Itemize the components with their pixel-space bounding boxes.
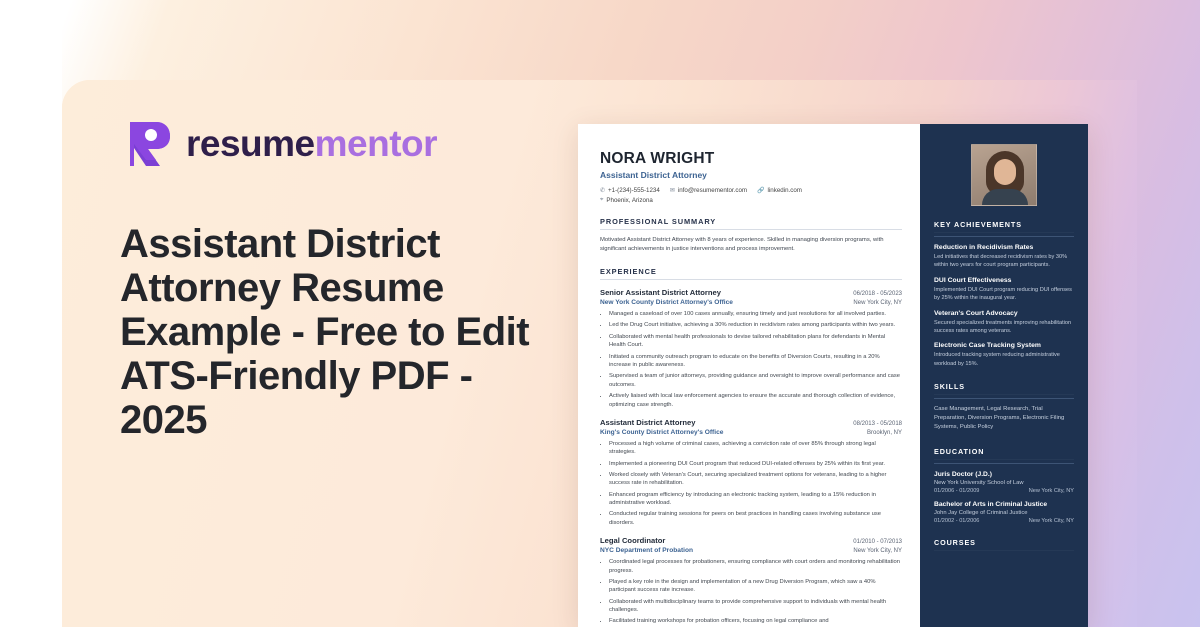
experience-bullet: • Supervised a team of junior attorneys, providing guidance and oversight to improve overall performance and case outcomes. bbox=[609, 372, 902, 389]
section-title-education: EDUCATION bbox=[934, 447, 1074, 460]
education-school: New York University School of Law bbox=[934, 479, 1024, 486]
contact-phone bbox=[600, 187, 660, 194]
experience-title: Senior Assistant District Attorney bbox=[600, 288, 721, 298]
experience-date: 08/2013 - 05/2018 bbox=[853, 420, 902, 427]
location-icon: ⌖ bbox=[600, 197, 604, 203]
resume-preview[interactable] bbox=[578, 124, 1088, 627]
experience-bullet: • Worked closely with Veteran's Court, securing specialized treatment options for veterans, leading to a higher success rate in rehabilitation. bbox=[609, 471, 902, 488]
experience-bullet: • Conducted regular training sessions for peers on best practices in handling cases involving substance use disorders. bbox=[609, 510, 902, 527]
achievement-desc: Implemented DUI Court program reducing DUI offenses by 25% within the inaugural year. bbox=[934, 286, 1072, 302]
experience-subheader bbox=[600, 547, 902, 554]
section-title-courses: COURSES bbox=[934, 538, 1074, 551]
achievement-desc: Introduced tracking system reducing administrative workload by 15%. bbox=[934, 352, 1060, 367]
education-meta bbox=[934, 518, 1074, 524]
education-date: 01/2006 - 01/2009 bbox=[934, 487, 980, 494]
experience-title: Assistant District Attorney bbox=[600, 417, 696, 427]
experience-location: Brooklyn, NY bbox=[866, 429, 902, 436]
contact-email-text: info@resumementor.com bbox=[677, 187, 748, 194]
experience-location: New York City, NY bbox=[853, 300, 902, 307]
education-degree: Bachelor of Arts in Criminal Justice bbox=[934, 500, 1048, 508]
contact-list-2 bbox=[600, 197, 902, 204]
achievement-item bbox=[934, 310, 1074, 336]
experience-date: 06/2018 - 05/2023 bbox=[853, 291, 902, 298]
contact-location bbox=[600, 197, 653, 204]
achievement-item bbox=[934, 277, 1074, 303]
skills-text: Case Management, Legal Research, Trial Preparation, Diversion Programs, Electronic Filing Systems, Public Policy bbox=[934, 406, 1065, 431]
contact-link-text: linkedin.com bbox=[767, 187, 802, 194]
resume-main-column bbox=[578, 124, 920, 627]
experience-bullets bbox=[609, 310, 902, 409]
experience-item bbox=[600, 536, 902, 626]
experience-bullets bbox=[609, 558, 902, 626]
contact-list bbox=[600, 187, 902, 194]
education-location: New York City, NY bbox=[1028, 487, 1074, 494]
education-school: John Jay College of Criminal Justice bbox=[934, 509, 1028, 516]
section-title-experience: EXPERIENCE bbox=[600, 267, 902, 280]
candidate-name: NORA WRIGHT bbox=[600, 150, 715, 167]
section-title-achievements: KEY ACHIEVEMENTS bbox=[934, 220, 1074, 233]
brand-logo[interactable] bbox=[126, 118, 437, 170]
experience-bullet: • Collaborated with mental health professionals to devise tailored rehabilitation plans for defendants in Mental Health Court. bbox=[609, 333, 902, 350]
section-title-skills: SKILLS bbox=[934, 382, 1074, 395]
experience-bullet: • Implemented a pioneering DUI Court program that reduced DUI-related offenses by 25% within its first year. bbox=[609, 460, 902, 469]
education-item bbox=[934, 501, 1074, 524]
experience-bullet: • Initiated a community outreach program to educate on the benefits of Diversion Courts, resulting in a 20% increase in public awareness. bbox=[609, 353, 902, 370]
resume-sidebar-column bbox=[920, 124, 1088, 627]
divider bbox=[934, 463, 1074, 464]
experience-org: King's County District Attorney's Office bbox=[600, 428, 724, 436]
experience-bullet: • Enhanced program efficiency by introducing an electronic tracking system, leading to a 15% reduction in administrative workload. bbox=[609, 491, 902, 508]
contact-link[interactable] bbox=[757, 187, 802, 194]
experience-header bbox=[600, 418, 902, 427]
contact-email bbox=[670, 187, 747, 194]
achievement-desc: Secured specialized treatments improving rehabilitation success rates among veterans. bbox=[934, 319, 1072, 334]
experience-org: New York County District Attorney's Office bbox=[600, 299, 733, 307]
candidate-role: Assistant District Attorney bbox=[600, 170, 707, 180]
experience-bullet: • Actively liaised with local law enforcement agencies to ensure the accurate and thorough collection of evidence, optimizing case strength. bbox=[609, 392, 902, 409]
experience-bullets bbox=[609, 440, 902, 528]
brand-name-part2: mentor bbox=[314, 123, 438, 164]
experience-subheader bbox=[600, 299, 902, 306]
profile-photo bbox=[971, 144, 1037, 206]
education-degree: Juris Doctor (J.D.) bbox=[934, 470, 992, 478]
page-title: Assistant District Attorney Resume Example - Free to Edit ATS-Friendly PDF - 2025 bbox=[120, 222, 530, 442]
achievement-title: Reduction in Recidivism Rates bbox=[934, 244, 1034, 251]
experience-bullet: • Led the Drug Court initiative, achieving a 30% reduction in recidivism rates among participants within two years. bbox=[609, 321, 902, 330]
resumementor-logo-icon bbox=[126, 118, 172, 170]
phone-icon: ✆ bbox=[600, 188, 606, 194]
education-date: 01/2002 - 01/2006 bbox=[934, 517, 980, 524]
section-title-summary: PROFESSIONAL SUMMARY bbox=[600, 217, 902, 230]
education-meta bbox=[934, 488, 1074, 494]
link-icon: 🔗 bbox=[757, 188, 765, 194]
experience-header bbox=[600, 288, 902, 297]
experience-subheader bbox=[600, 429, 902, 436]
experience-bullet: • Managed a caseload of over 100 cases annually, ensuring timely and just resolutions for all involved parties. bbox=[609, 310, 902, 319]
experience-bullet: • Collaborated with multidisciplinary teams to provide comprehensive support to individuals with mental health challenges. bbox=[609, 598, 902, 615]
divider bbox=[934, 398, 1074, 399]
experience-header bbox=[600, 536, 902, 545]
experience-title: Legal Coordinator bbox=[600, 535, 666, 545]
divider bbox=[934, 236, 1074, 237]
achievement-desc: Led initiatives that decreased recidivism rates by 30% within two years for court program participants. bbox=[934, 254, 1068, 269]
experience-item bbox=[600, 418, 902, 528]
photo-body bbox=[982, 189, 1028, 205]
experience-location: New York City, NY bbox=[853, 547, 902, 554]
education-location: New York City, NY bbox=[1028, 517, 1074, 524]
mail-icon: ✉ bbox=[669, 188, 675, 194]
achievement-title: Veteran's Court Advocacy bbox=[934, 309, 1018, 317]
experience-bullet: • Processed a high volume of criminal cases, achieving a conviction rate of over 85% through strong legal strategies. bbox=[609, 440, 902, 457]
photo-face bbox=[994, 159, 1016, 185]
education-item bbox=[934, 471, 1074, 494]
experience-item bbox=[600, 288, 902, 409]
frame-left-edge bbox=[0, 0, 62, 627]
summary-text: Motivated Assistant District Attorney with 8 years of experience. Skilled in managing diversion programs, with significant achievements in justice interventions and process improvement. bbox=[600, 237, 884, 253]
contact-location-text: Phoenix, Arizona bbox=[606, 197, 653, 204]
achievement-title: DUI Court Effectiveness bbox=[934, 276, 1012, 284]
experience-bullet: • Played a key role in the design and implementation of a new Drug Diversion Program, which saw a 40% participant success rate increase. bbox=[609, 578, 902, 595]
experience-date: 01/2010 - 07/2013 bbox=[853, 538, 902, 545]
brand-name-part1: resume bbox=[186, 123, 315, 164]
experience-bullet: • Coordinated legal processes for probationers, ensuring compliance with court orders and monitoring rehabilitation progress. bbox=[609, 558, 902, 575]
experience-bullet: • Facilitated training workshops for probation officers, focusing on legal compliance and bbox=[609, 617, 902, 626]
contact-phone-text: +1-(234)-555-1234 bbox=[608, 187, 660, 194]
achievement-title: Electronic Case Tracking System bbox=[934, 342, 1041, 350]
experience-org: NYC Department of Probation bbox=[600, 546, 694, 554]
brand-name bbox=[186, 123, 437, 165]
achievement-item bbox=[934, 244, 1074, 270]
achievement-item bbox=[934, 342, 1074, 368]
